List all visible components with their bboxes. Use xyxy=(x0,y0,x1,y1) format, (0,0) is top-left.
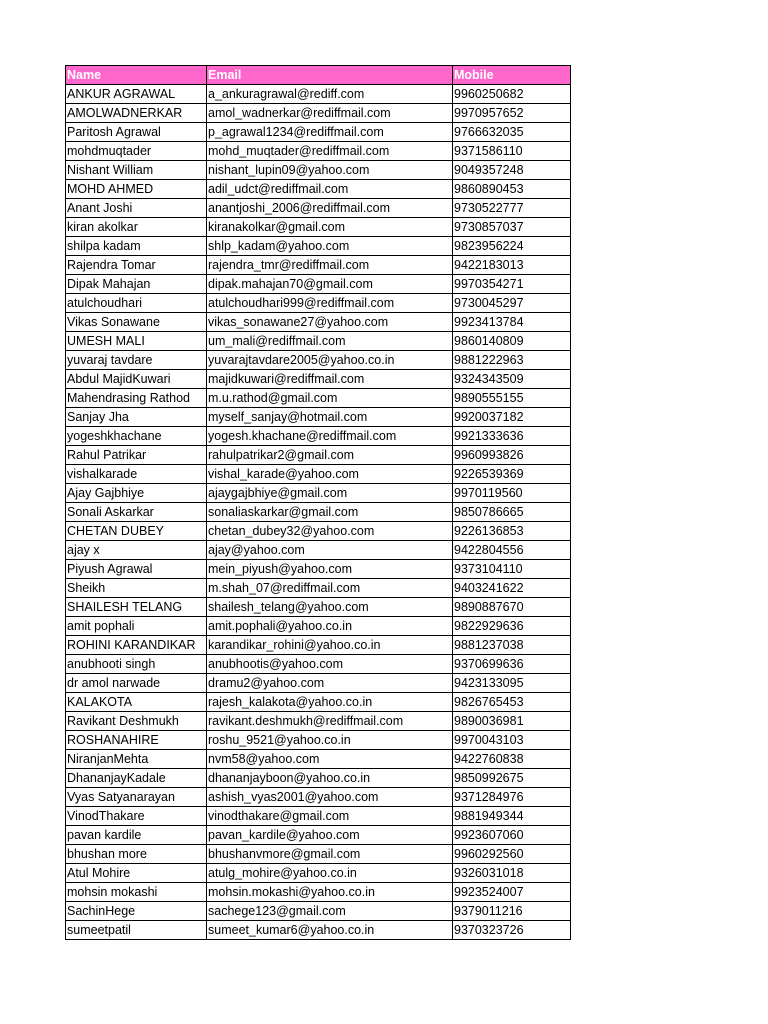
table-row xyxy=(66,693,571,712)
table-row xyxy=(66,85,571,104)
table-row xyxy=(66,123,571,142)
email-cell: roshu_9521@yahoo.co.in xyxy=(207,731,453,750)
name-cell: Dipak Mahajan xyxy=(66,275,207,294)
mobile-cell: 9850786665 xyxy=(453,503,571,522)
name-cell: Sonali Askarkar xyxy=(66,503,207,522)
table-body xyxy=(66,85,571,940)
mobile-cell: 9422760838 xyxy=(453,750,571,769)
table-row xyxy=(66,465,571,484)
email-cell: mohsin.mokashi@yahoo.co.in xyxy=(207,883,453,902)
mobile-cell: 9826765453 xyxy=(453,693,571,712)
email-cell: myself_sanjay@hotmail.com xyxy=(207,408,453,427)
email-cell: anantjoshi_2006@rediffmail.com xyxy=(207,199,453,218)
table-row xyxy=(66,750,571,769)
mobile-cell: 9960993826 xyxy=(453,446,571,465)
table-row xyxy=(66,275,571,294)
mobile-cell: 9371586110 xyxy=(453,142,571,161)
mobile-cell: 9822929636 xyxy=(453,617,571,636)
table-row xyxy=(66,674,571,693)
email-cell: vishal_karade@yahoo.com xyxy=(207,465,453,484)
table-header-row xyxy=(66,66,571,85)
name-cell: yuvaraj tavdare xyxy=(66,351,207,370)
email-cell: a_ankuragrawal@rediff.com xyxy=(207,85,453,104)
name-cell: ROSHANAHIRE xyxy=(66,731,207,750)
email-cell: nishant_lupin09@yahoo.com xyxy=(207,161,453,180)
name-cell: VinodThakare xyxy=(66,807,207,826)
name-cell: Nishant William xyxy=(66,161,207,180)
email-cell: nvm58@yahoo.com xyxy=(207,750,453,769)
name-cell: Vyas Satyanarayan xyxy=(66,788,207,807)
table-row xyxy=(66,636,571,655)
mobile-cell: 9226136853 xyxy=(453,522,571,541)
name-cell: Ajay Gajbhiye xyxy=(66,484,207,503)
name-cell: sumeetpatil xyxy=(66,921,207,940)
column-header-email: Email xyxy=(207,66,453,85)
contact-table xyxy=(65,65,571,940)
email-cell: amit.pophali@yahoo.co.in xyxy=(207,617,453,636)
mobile-cell: 9960292560 xyxy=(453,845,571,864)
mobile-cell: 9923524007 xyxy=(453,883,571,902)
email-cell: ravikant.deshmukh@rediffmail.com xyxy=(207,712,453,731)
email-cell: vinodthakare@gmail.com xyxy=(207,807,453,826)
email-cell: atulg_mohire@yahoo.co.in xyxy=(207,864,453,883)
name-cell: Rahul Patrikar xyxy=(66,446,207,465)
email-cell: p_agrawal1234@rediffmail.com xyxy=(207,123,453,142)
name-cell: dr amol narwade xyxy=(66,674,207,693)
table-row xyxy=(66,731,571,750)
table-row xyxy=(66,864,571,883)
name-cell: DhananjayKadale xyxy=(66,769,207,788)
mobile-cell: 9881237038 xyxy=(453,636,571,655)
name-cell: NiranjanMehta xyxy=(66,750,207,769)
mobile-cell: 9860890453 xyxy=(453,180,571,199)
mobile-cell: 9970957652 xyxy=(453,104,571,123)
email-cell: mein_piyush@yahoo.com xyxy=(207,560,453,579)
name-cell: kiran akolkar xyxy=(66,218,207,237)
table-row xyxy=(66,579,571,598)
email-cell: amol_wadnerkar@rediffmail.com xyxy=(207,104,453,123)
table-row xyxy=(66,769,571,788)
column-header-name: Name xyxy=(66,66,207,85)
mobile-cell: 9890887670 xyxy=(453,598,571,617)
name-cell: Atul Mohire xyxy=(66,864,207,883)
email-cell: adil_udct@rediffmail.com xyxy=(207,180,453,199)
email-cell: shlp_kadam@yahoo.com xyxy=(207,237,453,256)
email-cell: shailesh_telang@yahoo.com xyxy=(207,598,453,617)
table-row xyxy=(66,921,571,940)
name-cell: shilpa kadam xyxy=(66,237,207,256)
table-row xyxy=(66,427,571,446)
table-row xyxy=(66,237,571,256)
mobile-cell: 9370323726 xyxy=(453,921,571,940)
name-cell: Abdul MajidKuwari xyxy=(66,370,207,389)
mobile-cell: 9403241622 xyxy=(453,579,571,598)
table-row xyxy=(66,218,571,237)
email-cell: yogesh.khachane@rediffmail.com xyxy=(207,427,453,446)
mobile-cell: 9923607060 xyxy=(453,826,571,845)
email-cell: yuvarajtavdare2005@yahoo.co.in xyxy=(207,351,453,370)
table-row xyxy=(66,332,571,351)
column-header-mobile: Mobile xyxy=(453,66,571,85)
mobile-cell: 9823956224 xyxy=(453,237,571,256)
mobile-cell: 9730045297 xyxy=(453,294,571,313)
mobile-cell: 9422183013 xyxy=(453,256,571,275)
email-cell: pavan_kardile@yahoo.com xyxy=(207,826,453,845)
email-cell: ashish_vyas2001@yahoo.com xyxy=(207,788,453,807)
email-cell: karandikar_rohini@yahoo.co.in xyxy=(207,636,453,655)
email-cell: rajendra_tmr@rediffmail.com xyxy=(207,256,453,275)
table-row xyxy=(66,104,571,123)
mobile-cell: 9970354271 xyxy=(453,275,571,294)
table-row xyxy=(66,712,571,731)
email-cell: m.shah_07@rediffmail.com xyxy=(207,579,453,598)
table-row xyxy=(66,883,571,902)
email-cell: dhananjayboon@yahoo.co.in xyxy=(207,769,453,788)
mobile-cell: 9860140809 xyxy=(453,332,571,351)
email-cell: ajaygajbhiye@gmail.com xyxy=(207,484,453,503)
table-row xyxy=(66,161,571,180)
table-row xyxy=(66,826,571,845)
name-cell: ajay x xyxy=(66,541,207,560)
table-row xyxy=(66,313,571,332)
name-cell: amit pophali xyxy=(66,617,207,636)
mobile-cell: 9226539369 xyxy=(453,465,571,484)
email-cell: rahulpatrikar2@gmail.com xyxy=(207,446,453,465)
mobile-cell: 9890036981 xyxy=(453,712,571,731)
table-row xyxy=(66,541,571,560)
mobile-cell: 9970119560 xyxy=(453,484,571,503)
mobile-cell: 9730522777 xyxy=(453,199,571,218)
mobile-cell: 9881949344 xyxy=(453,807,571,826)
mobile-cell: 9766632035 xyxy=(453,123,571,142)
mobile-cell: 9326031018 xyxy=(453,864,571,883)
email-cell: um_mali@rediffmail.com xyxy=(207,332,453,351)
mobile-cell: 9920037182 xyxy=(453,408,571,427)
email-cell: sumeet_kumar6@yahoo.co.in xyxy=(207,921,453,940)
email-cell: ajay@yahoo.com xyxy=(207,541,453,560)
mobile-cell: 9970043103 xyxy=(453,731,571,750)
table-row xyxy=(66,389,571,408)
table-row xyxy=(66,351,571,370)
email-cell: atulchoudhari999@rediffmail.com xyxy=(207,294,453,313)
name-cell: yogeshkhachane xyxy=(66,427,207,446)
email-cell: rajesh_kalakota@yahoo.co.in xyxy=(207,693,453,712)
mobile-cell: 9049357248 xyxy=(453,161,571,180)
mobile-cell: 9422804556 xyxy=(453,541,571,560)
mobile-cell: 9881222963 xyxy=(453,351,571,370)
mobile-cell: 9324343509 xyxy=(453,370,571,389)
email-cell: m.u.rathod@gmail.com xyxy=(207,389,453,408)
name-cell: AMOLWADNERKAR xyxy=(66,104,207,123)
table-row xyxy=(66,503,571,522)
name-cell: Anant Joshi xyxy=(66,199,207,218)
table-row xyxy=(66,294,571,313)
table-row xyxy=(66,617,571,636)
table-row xyxy=(66,598,571,617)
mobile-cell: 9371284976 xyxy=(453,788,571,807)
table-row xyxy=(66,902,571,921)
mobile-cell: 9960250682 xyxy=(453,85,571,104)
mobile-cell: 9921333636 xyxy=(453,427,571,446)
email-cell: dramu2@yahoo.com xyxy=(207,674,453,693)
name-cell: Rajendra Tomar xyxy=(66,256,207,275)
email-cell: sonaliaskarkar@gmail.com xyxy=(207,503,453,522)
name-cell: Ravikant Deshmukh xyxy=(66,712,207,731)
name-cell: SachinHege xyxy=(66,902,207,921)
table-row xyxy=(66,845,571,864)
table-row xyxy=(66,522,571,541)
name-cell: SHAILESH TELANG xyxy=(66,598,207,617)
name-cell: anubhooti singh xyxy=(66,655,207,674)
email-cell: kiranakolkar@gmail.com xyxy=(207,218,453,237)
name-cell: vishalkarade xyxy=(66,465,207,484)
mobile-cell: 9923413784 xyxy=(453,313,571,332)
table-row xyxy=(66,807,571,826)
name-cell: Mahendrasing Rathod xyxy=(66,389,207,408)
name-cell: Paritosh Agrawal xyxy=(66,123,207,142)
email-cell: chetan_dubey32@yahoo.com xyxy=(207,522,453,541)
table-row xyxy=(66,370,571,389)
name-cell: UMESH MALI xyxy=(66,332,207,351)
email-cell: dipak.mahajan70@gmail.com xyxy=(207,275,453,294)
name-cell: MOHD AHMED xyxy=(66,180,207,199)
table-row xyxy=(66,199,571,218)
name-cell: Sheikh xyxy=(66,579,207,598)
name-cell: mohsin mokashi xyxy=(66,883,207,902)
table-row xyxy=(66,256,571,275)
table-row xyxy=(66,142,571,161)
name-cell: Piyush Agrawal xyxy=(66,560,207,579)
name-cell: KALAKOTA xyxy=(66,693,207,712)
mobile-cell: 9379011216 xyxy=(453,902,571,921)
table-row xyxy=(66,180,571,199)
table-row xyxy=(66,484,571,503)
email-cell: bhushanvmore@gmail.com xyxy=(207,845,453,864)
mobile-cell: 9890555155 xyxy=(453,389,571,408)
mobile-cell: 9730857037 xyxy=(453,218,571,237)
name-cell: pavan kardile xyxy=(66,826,207,845)
table-row xyxy=(66,408,571,427)
name-cell: CHETAN DUBEY xyxy=(66,522,207,541)
email-cell: majidkuwari@rediffmail.com xyxy=(207,370,453,389)
name-cell: ROHINI KARANDIKAR xyxy=(66,636,207,655)
name-cell: mohdmuqtader xyxy=(66,142,207,161)
name-cell: atulchoudhari xyxy=(66,294,207,313)
table-row xyxy=(66,560,571,579)
name-cell: ANKUR AGRAWAL xyxy=(66,85,207,104)
mobile-cell: 9370699636 xyxy=(453,655,571,674)
name-cell: Vikas Sonawane xyxy=(66,313,207,332)
email-cell: anubhootis@yahoo.com xyxy=(207,655,453,674)
name-cell: bhushan more xyxy=(66,845,207,864)
mobile-cell: 9850992675 xyxy=(453,769,571,788)
table-row xyxy=(66,655,571,674)
table-row xyxy=(66,788,571,807)
name-cell: Sanjay Jha xyxy=(66,408,207,427)
email-cell: vikas_sonawane27@yahoo.com xyxy=(207,313,453,332)
table-row xyxy=(66,446,571,465)
mobile-cell: 9423133095 xyxy=(453,674,571,693)
mobile-cell: 9373104110 xyxy=(453,560,571,579)
email-cell: sachege123@gmail.com xyxy=(207,902,453,921)
email-cell: mohd_muqtader@rediffmail.com xyxy=(207,142,453,161)
